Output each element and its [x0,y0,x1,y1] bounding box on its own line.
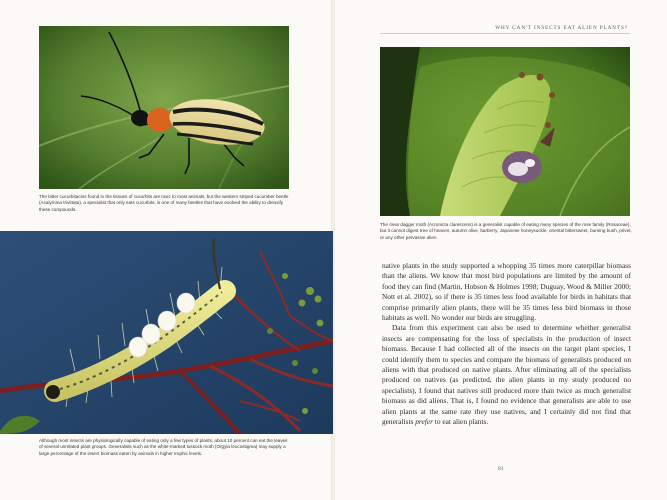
page-number: 81 [498,466,504,472]
beetle-illustration [39,26,289,189]
dagger-moth-caption: The clear dagger moth (Acronicta clarescens) is a generalist capable of eating many species of the rose family (Rosaceae), but it cannot digest tree of heaven, autumn olive, barberry, Japanese honeysuckle, oriental bittersweet, burning bush, privet, or any other pervasive alien. [380,222,632,240]
striped-cucumber-beetle-photo [39,26,289,189]
running-head-rule [380,33,630,34]
tussock-moth-caterpillar-photo [0,231,333,434]
caterpillar-illustration [0,231,333,434]
paragraph-2 [382,323,631,427]
paragraph-2-end: to eat alien plants. [432,417,489,427]
tussock-moth-caption: Although most insects are physiologically capable of eating only a few types of plants, about 10 percent can eat the leaves of several unrelated plant groups. Generalists such as the white-marked tussock moth (Orgyia leucostigma) may supply a large percentage of the insect biomass eaten by animals in higher trophic levels. [39,438,288,456]
main-body-text [382,261,631,428]
clear-dagger-moth-caterpillar-photo [380,47,630,216]
paragraph-2-text: Data from this experiment can also be used to determine whether generalist insects are compensating for the loss of specialists in the production of insect biomass. Because I had collected all of the insects on the target plant species, I could identify them to species and compare the biomass of generalists produced on aliens with that produced on native plants. After eliminating all of the specialists produced on natives (as predicted, the alien plants in my study produced no specialists), I found that natives still produced more than twice as much generalist biomass as did aliens. That is, I found no evidence that generalists are able to use alien plants at the same rate they use natives, and I certainly did not find that generalists [382,323,631,427]
running-head: WHY CAN'T INSECTS EAT ALIEN PLANTS? [495,25,628,31]
paragraph-1: native plants in the study supported a whopping 35 times more caterpillar biomass than the aliens. We know that most bird populations are limited by the amount of food they can find (Martin, Hobson & Holmes 1998; Duguay, Wood & Miller 2000; Nott et al. 2002), so if there is 35 times less food available for birds in habitats that comprise primarily alien plants, there will be 35 times less bird biomass in those habitats as well. No wonder our birds are struggling. [382,261,631,323]
emphasis-prefer: prefer [415,417,433,427]
beetle-caption: The bitter cucurbitacins found in the tissues of cucurbits are toxic to most animals, but the western striped cucumber beetle (Acalymma trivittata), a specialist that only eats cucurbits, is one of many beetles that have evolved the ability to detoxify these compounds. [39,194,289,212]
dagger-moth-illustration [380,47,630,216]
